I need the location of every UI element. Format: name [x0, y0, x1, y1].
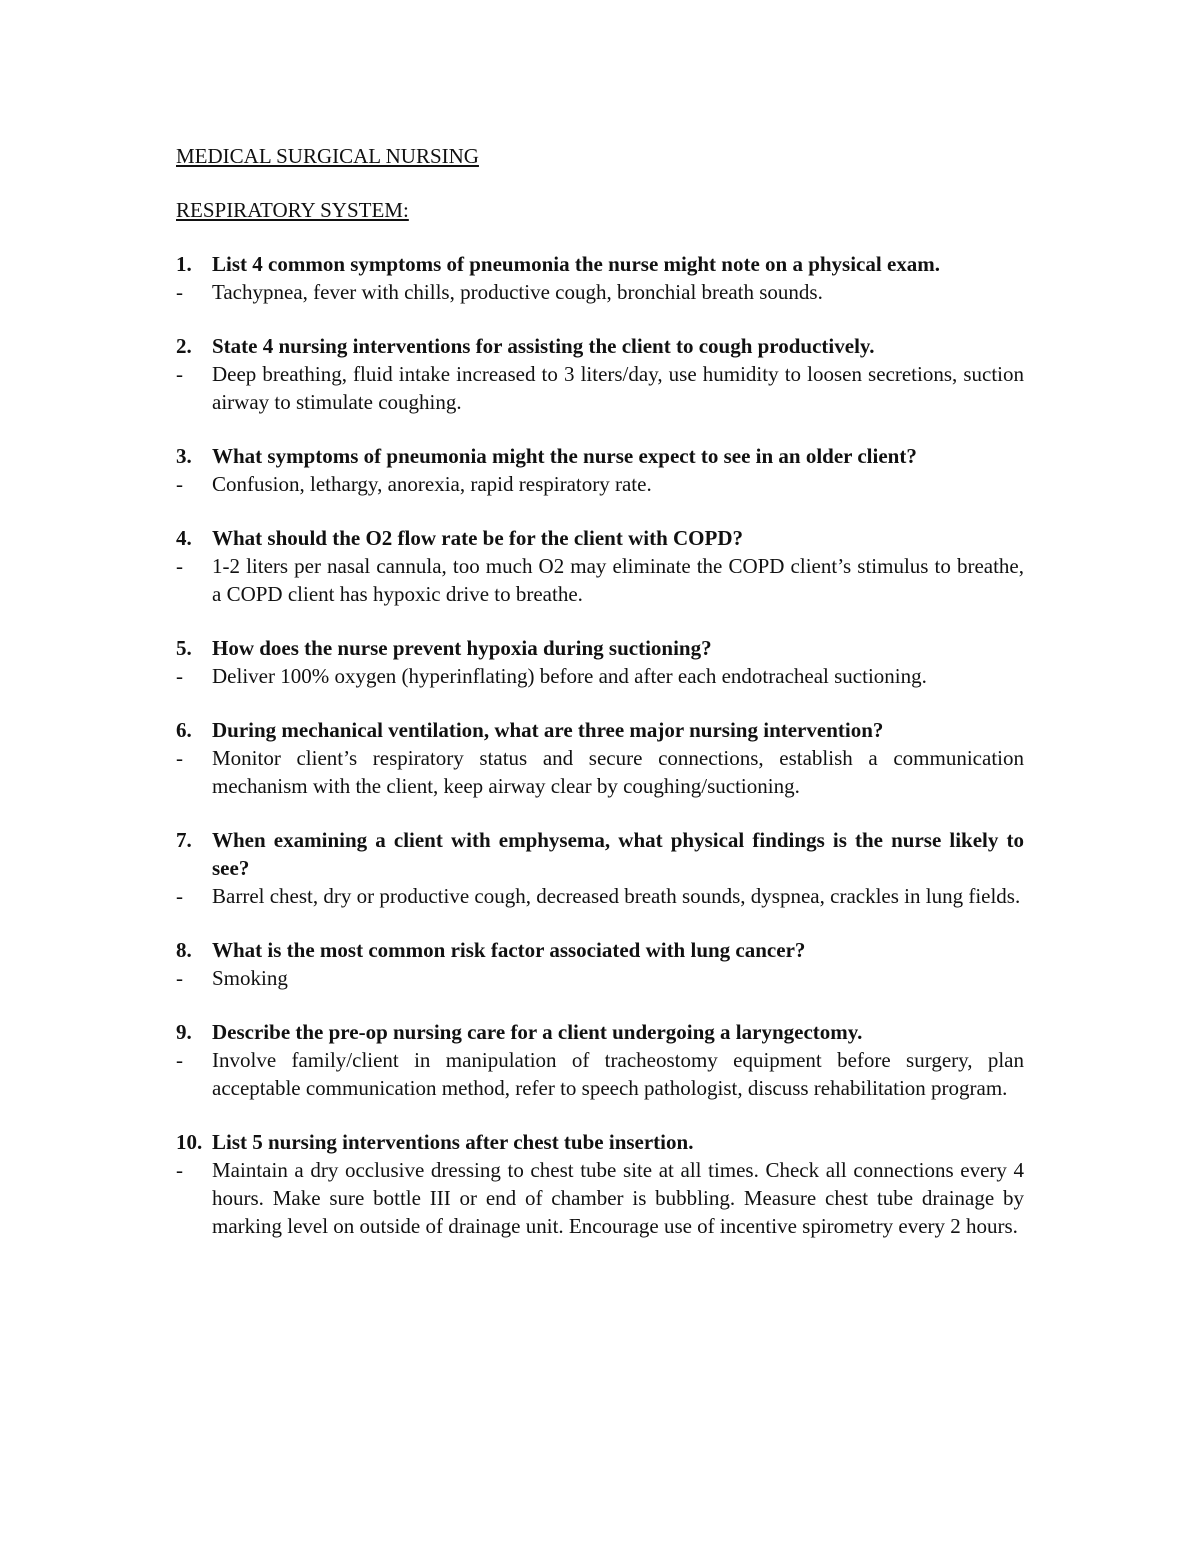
answer-bullet: - [176, 746, 183, 770]
question-text: List 5 nursing interventions after chest tube insertion. [212, 1130, 694, 1154]
answer-bullet: - [176, 554, 183, 578]
question-row [176, 524, 1024, 552]
question-row [176, 1128, 1024, 1156]
question-number: 7. [176, 828, 192, 852]
question-text: State 4 nursing interventions for assisting the client to cough productively. [212, 334, 875, 358]
question-row [176, 936, 1024, 964]
answer-row [176, 278, 1024, 306]
answer-text: Confusion, lethargy, anorexia, rapid respiratory rate. [212, 472, 652, 496]
question-number: 4. [176, 526, 192, 550]
qa-item-3 [176, 442, 1024, 498]
answer-text: Smoking [212, 966, 288, 990]
document-title: MEDICAL SURGICAL NURSING [176, 144, 479, 168]
answer-bullet: - [176, 966, 183, 990]
answer-row [176, 1156, 1024, 1240]
answer-bullet: - [176, 280, 183, 304]
question-number: 10. [176, 1130, 203, 1154]
question-text: During mechanical ventilation, what are three major nursing intervention? [212, 718, 884, 742]
answer-text: Monitor client’s respiratory status and secure connections, establish a communication mechanism with the client, keep airway clear by coughing/suctioning. [212, 746, 1024, 798]
answer-row [176, 744, 1024, 800]
document-page [176, 142, 1024, 1266]
qa-item-9 [176, 1018, 1024, 1102]
answer-bullet: - [176, 1048, 183, 1072]
question-text: Describe the pre-op nursing care for a client undergoing a laryngectomy. [212, 1020, 863, 1044]
question-text: What should the O2 flow rate be for the client with COPD? [212, 526, 743, 550]
qa-item-4 [176, 524, 1024, 608]
answer-bullet: - [176, 1158, 183, 1182]
answer-bullet: - [176, 472, 183, 496]
question-number: 9. [176, 1020, 192, 1044]
answer-row [176, 1046, 1024, 1102]
qa-item-10 [176, 1128, 1024, 1240]
answer-bullet: - [176, 884, 183, 908]
question-number: 2. [176, 334, 192, 358]
answer-text: Barrel chest, dry or productive cough, decreased breath sounds, dyspnea, crackles in lung fields. [212, 884, 1021, 908]
answer-bullet: - [176, 362, 183, 386]
qa-item-5 [176, 634, 1024, 690]
question-row [176, 250, 1024, 278]
question-text: List 4 common symptoms of pneumonia the nurse might note on a physical exam. [212, 252, 941, 276]
question-text: What is the most common risk factor associated with lung cancer? [212, 938, 806, 962]
qa-item-1 [176, 250, 1024, 306]
qa-item-8 [176, 936, 1024, 992]
question-row [176, 826, 1024, 882]
question-number: 5. [176, 636, 192, 660]
answer-row [176, 882, 1024, 910]
qa-item-2 [176, 332, 1024, 416]
question-list [176, 250, 1024, 1240]
qa-item-7 [176, 826, 1024, 910]
answer-text: Tachypnea, fever with chills, productive cough, bronchial breath sounds. [212, 280, 823, 304]
question-row [176, 634, 1024, 662]
question-text: When examining a client with emphysema, what physical findings is the nurse likely to see? [212, 828, 1024, 880]
answer-text: Deliver 100% oxygen (hyperinflating) before and after each endotracheal suctioning. [212, 664, 927, 688]
question-text: How does the nurse prevent hypoxia during suctioning? [212, 636, 712, 660]
section-title: RESPIRATORY SYSTEM: [176, 198, 409, 222]
answer-row [176, 552, 1024, 608]
question-number: 1. [176, 252, 192, 276]
question-text: What symptoms of pneumonia might the nurse expect to see in an older client? [212, 444, 917, 468]
question-row [176, 1018, 1024, 1046]
answer-text: Deep breathing, fluid intake increased to 3 liters/day, use humidity to loosen secretions, suction airway to stimulate coughing. [212, 362, 1024, 414]
question-row [176, 332, 1024, 360]
answer-text: Maintain a dry occlusive dressing to chest tube site at all times. Check all connections every 4 hours. Make sure bottle III or end of chamber is bubbling. Measure chest tube drainage by marking level on outside of drainage unit. Encourage use of incentive spirometry every 2 hours. [212, 1158, 1024, 1238]
qa-item-6 [176, 716, 1024, 800]
answer-text: 1-2 liters per nasal cannula, too much O2 may eliminate the COPD client’s stimulus to breathe, a COPD client has hypoxic drive to breathe. [212, 554, 1024, 606]
answer-row [176, 360, 1024, 416]
question-number: 6. [176, 718, 192, 742]
question-number: 8. [176, 938, 192, 962]
answer-row [176, 662, 1024, 690]
question-row [176, 716, 1024, 744]
answer-row [176, 470, 1024, 498]
answer-bullet: - [176, 664, 183, 688]
question-number: 3. [176, 444, 192, 468]
answer-row [176, 964, 1024, 992]
question-row [176, 442, 1024, 470]
answer-text: Involve family/client in manipulation of tracheostomy equipment before surgery, plan acceptable communication method, refer to speech pathologist, discuss rehabilitation program. [212, 1048, 1024, 1100]
